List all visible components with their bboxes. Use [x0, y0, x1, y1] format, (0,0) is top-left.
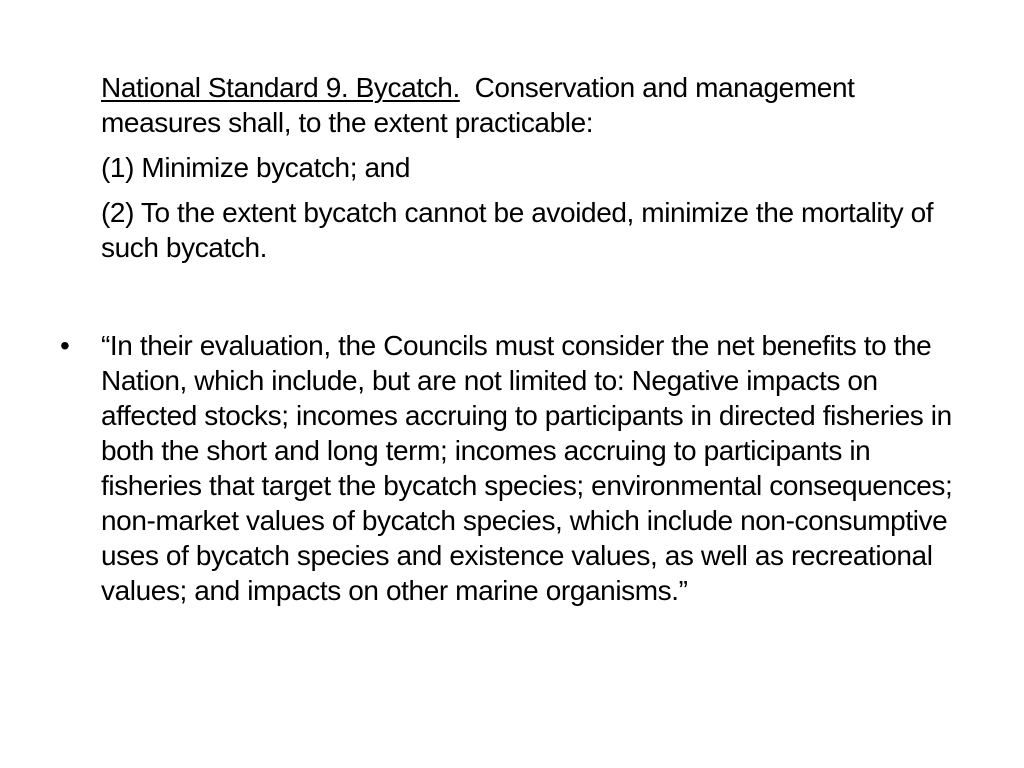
slide-content: [60, 70, 971, 618]
bullet-item: [60, 328, 971, 608]
standard-item-2: (2) To the extent bycatch cannot be avoided, minimize the mortality of such bycatch.: [101, 197, 934, 263]
bullet-dot-icon: •: [60, 330, 70, 361]
bullet-quote: “In their evaluation, the Councils must consider the net benefits to the Nation, which include, but are not limited to: Negative impacts on affected stocks; incomes accruing to participants in directed fisheries in both the short and long term; incomes accruing to participants in fisheries that target the bycatch species; environmental consequences; non-market values of bycatch species, which include non-consumptive uses of bycatch species and existence values, as well as recreational values; and impacts on other marine organisms.”: [101, 330, 953, 606]
standard-item-1: (1) Minimize bycatch; and: [101, 152, 411, 183]
standard-intro: Conservation and management measures shall, to the extent practicable:: [101, 72, 855, 138]
standard-paragraph: [101, 70, 971, 140]
standard-heading: National Standard 9. Bycatch.: [101, 72, 460, 103]
